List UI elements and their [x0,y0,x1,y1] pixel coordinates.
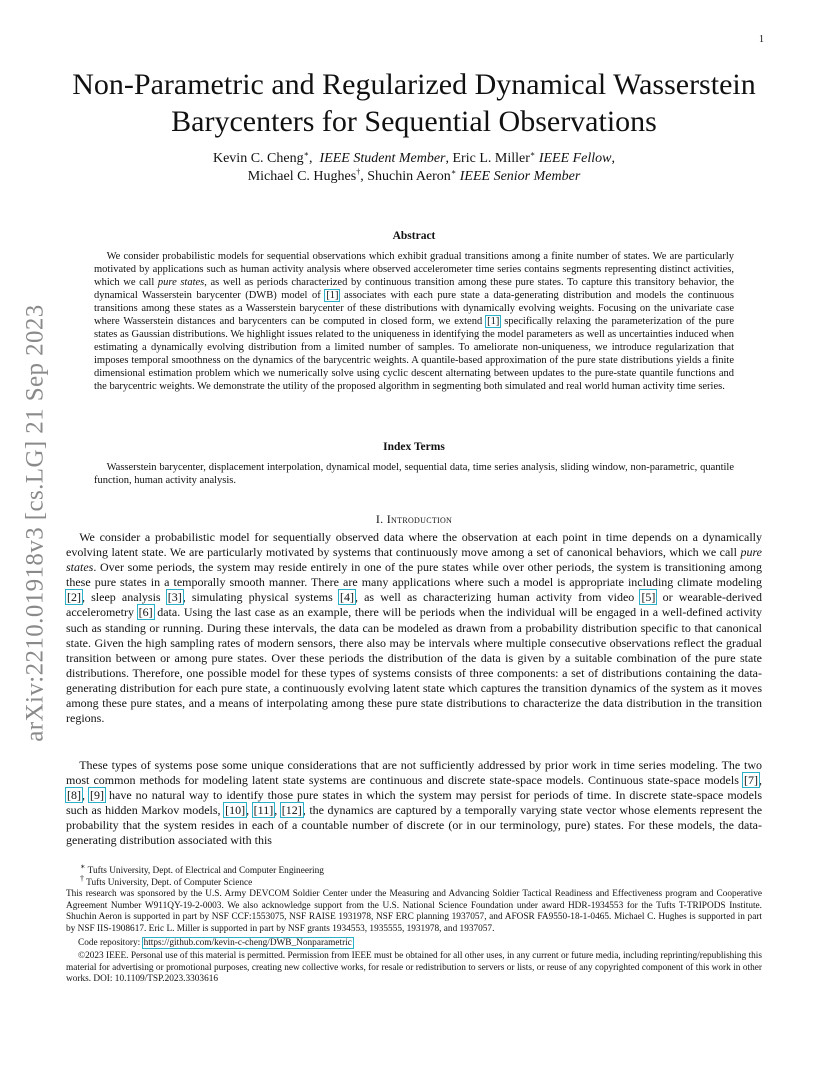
citation-link[interactable]: [2] [67,590,81,605]
intro-paragraph-1 [66,530,762,726]
affiliation-mark: ∗ [529,149,536,159]
affiliation-mark: ∗ [303,149,310,159]
repository-link[interactable]: https://github.com/kevin-c-cheng/DWB_Nonparametric [143,937,352,948]
abstract-span: We consider probabilistic models for sequential observations which exhibit gradual transitions among a finite number of states. We are particularly motivated by applications such as human activity analysis where observed accelerometer time series contains segments representing distinct activities, which we call [94,251,734,288]
citation-link[interactable]: [3] [167,590,182,605]
footnote-mark: ∗ [80,861,86,871]
body-span: , as well as characterizing human activity from video [354,590,641,605]
author-role: IEEE Student Member [319,151,446,166]
citation-link[interactable]: [10] [225,803,246,818]
footnote-text: Tufts University, Dept. of Electrical and Computer Engineering [87,866,324,876]
citation-link[interactable]: [8] [67,788,81,803]
abstract-span: , as well as periods characterized by continuous transition among these pure states. To capture this transitory behavior, the dynamical Wasserstein barycenter (DWB) model of [94,277,734,301]
footnote-sponsor: This research was sponsored by the U.S. Army DEVCOM Soldier Center under the Measuring and Advancing Soldier Tactical Readiness and Effectiveness program and Cooperative Agreement Number W911QY-19-2-0003. We also acknowledge support from the U.S. National Science Foundation under award HDR-1934553 for the Tufts T-TRIPODS Institute. Shuchin Aeron is supported in part by NSF CCF:1553075, NSF RAISE 1931978, NSF ERC planning 1937057, and AFOSR FA9550-18-1-0465. Michael C. Hughes is supported in part by NSF IIS-1908617. Eric L. Miller is supported in part by NSF grants 1934553, 1935555, 1931978, and 1937057. [66,889,762,934]
footnote-mark: † [80,873,84,883]
body-span: , [274,803,281,818]
body-span: We consider a probabilistic model for sequentially observed data where the observation at each point in time depends on a dynamically evolving latent state. We are particularly motivated by systems that continuously move among a set of canonical behaviors, which we call [66,530,762,560]
author-name: Michael C. Hughes [247,169,357,184]
affiliation-mark: † [356,167,361,177]
abstract-span: specifically relaxing the parameterization of the pure states as Gaussian distributions. We highlight issues related to the uniqueness in identifying the model parameters as well as uncertainties induced when estimating a dynamically evolving distribution from a limited number of samples. To ameliorate non-uniqueness, we introduce regularization that imposes temporal smoothness on the dynamics of the barycentric weights. A quantile-based approximation of the pure state distributions yields a finite dimensional estimation problem which we numerically solve using cyclic descent alternating between updates to the pure-state quantile functions and the barycentric weights. We demonstrate the utility of the proposed algorithm in segmenting both simulated and real world human activity time series. [94,316,734,392]
citation-link[interactable]: [12] [281,803,302,818]
section-numeral: I. [375,512,387,526]
footnote-affiliation-1 [66,861,762,878]
footnote-repository [66,938,762,950]
body-span: These types of systems pose some unique considerations that are not sufficiently addressed by prior work in time series modeling. The two most common methods for modeling latent state systems are continuous and discrete state-space models. Continuous state-space models [66,758,762,788]
intro-paragraph-2 [66,758,762,849]
body-span: , simulating physical systems [182,590,339,605]
section-title: Introduction [386,512,453,526]
body-span: or wearable-derived accelerometry [66,590,762,620]
affiliation-mark: ∗ [450,167,457,177]
index-terms-text: Wasserstein barycenter, displacement interpolation, dynamical model, sequential data, time series analysis, sliding window, non-parametric, quantile function, human activity analysis. [94,462,734,486]
body-emphasis: pure states [66,545,762,575]
arxiv-stamp-text: arXiv:2210.01918v3 [cs.LG] 21 Sep 2023 [22,304,49,742]
body-span: , [82,788,90,803]
author-line-2: Michael C. Hughes†, Shuchin Aeron∗ IEEE Senior Member [247,167,581,184]
section-heading [60,512,768,527]
body-span: , the dynamics are captured by a temporally varying state vector whose elements represent the probability that the system resides in each of a countable number of discrete (or in our terminology, pure) states. For these models, the data-generating distribution associated with this [66,803,763,848]
author-role: IEEE Fellow [538,151,612,166]
author-name: Kevin C. Cheng [212,151,304,166]
page-number: 1 [759,34,764,45]
citation-link[interactable]: [11] [253,803,274,818]
abstract-text [94,250,734,393]
footnote-text: Tufts University, Dept. of Computer Science [86,877,253,888]
footnote-affiliation-2 [66,873,762,890]
abstract-emphasis: pure states [157,277,205,288]
body-span: , [246,803,253,818]
body-span: data. Using the last case as an example, there will be periods when the individual will be engaged in a well-defined activity such as standing or running. During these intervals, the data can be modeled as drawn from a probability distribution specific to that canonical state. Given the high sampling rates of modern sensors, there also may be intervals where multiple consecutive observations reflect the gradual transition between or among pure states. Over these periods the distribution of the data is given by a suitable combination of the pure state distributions. Therefore, one possible model for these types of systems consists of three components: a set of distributions containing the data-generating distribution for each pure state, a continuously evolving latent state which captures the transition dynamics of the system as it moves among these pure states, and a means of interpolating among these pure state distributions to characterize the data distribution in the transition regions. [66,605,762,726]
author-block [60,150,768,186]
footnote-copyright: ©2023 IEEE. Personal use of this material is permitted. Permission from IEEE must be obtained for all other uses, in any current or future media, including reprinting/republishing this material for advertising or promotional purposes, creating new collective works, for resale or redistribution to servers or lists, or reuse of any copyrighted component of this work in other works. DOI: 10.1109/TSP.2023.3303616 [66,951,762,985]
body-span: , [759,773,762,788]
footnotes [66,861,762,986]
abstract-heading: Abstract [392,230,436,242]
index-terms-heading: Index Terms [383,441,445,453]
repo-label: Code repository: [78,937,143,948]
author-name: Eric L. Miller [452,151,530,166]
paper-title: Non-Parametric and Regularized Dynamical Wasserstein Barycenters for Sequential Observations [72,68,756,138]
citation-link[interactable]: [4] [339,590,354,605]
citation-link[interactable]: [6] [138,605,153,620]
citation-link[interactable]: [7] [744,773,758,788]
citation-link[interactable]: [5] [641,590,656,605]
citation-link[interactable]: [9] [90,788,105,803]
citation-link[interactable]: [1] [326,290,339,301]
author-name: Shuchin Aeron [367,169,451,184]
citation-link[interactable]: [1] [487,316,500,327]
author-role: IEEE Senior Member [459,169,581,184]
body-span: , sleep analysis [82,590,167,605]
arxiv-stamp [22,288,50,758]
body-span: have no natural way to identify those pure states in which the system may persist for periods of time. In discrete state-space models such as hidden Markov models, [66,788,763,818]
abstract-span: associates with each pure state a data-generating distribution and models the continuous transitions among these states as a Wasserstein barycenter of these distributions with dynamically evolving weights. Focusing on the univariate case where Wasserstein distances and barycenters can be computed in closed form, we extend [94,290,735,327]
author-line-1: Kevin C. Cheng∗, IEEE Student Member, Eric L. Miller∗ IEEE Fellow, [212,149,616,166]
body-span: . Over some periods, the system may reside entirely in one of the pure states while over other periods, the system is transitioning among these pure states in a temporally smooth manner. There are many applications where such a model is appropriate including climate modeling [66,560,762,590]
